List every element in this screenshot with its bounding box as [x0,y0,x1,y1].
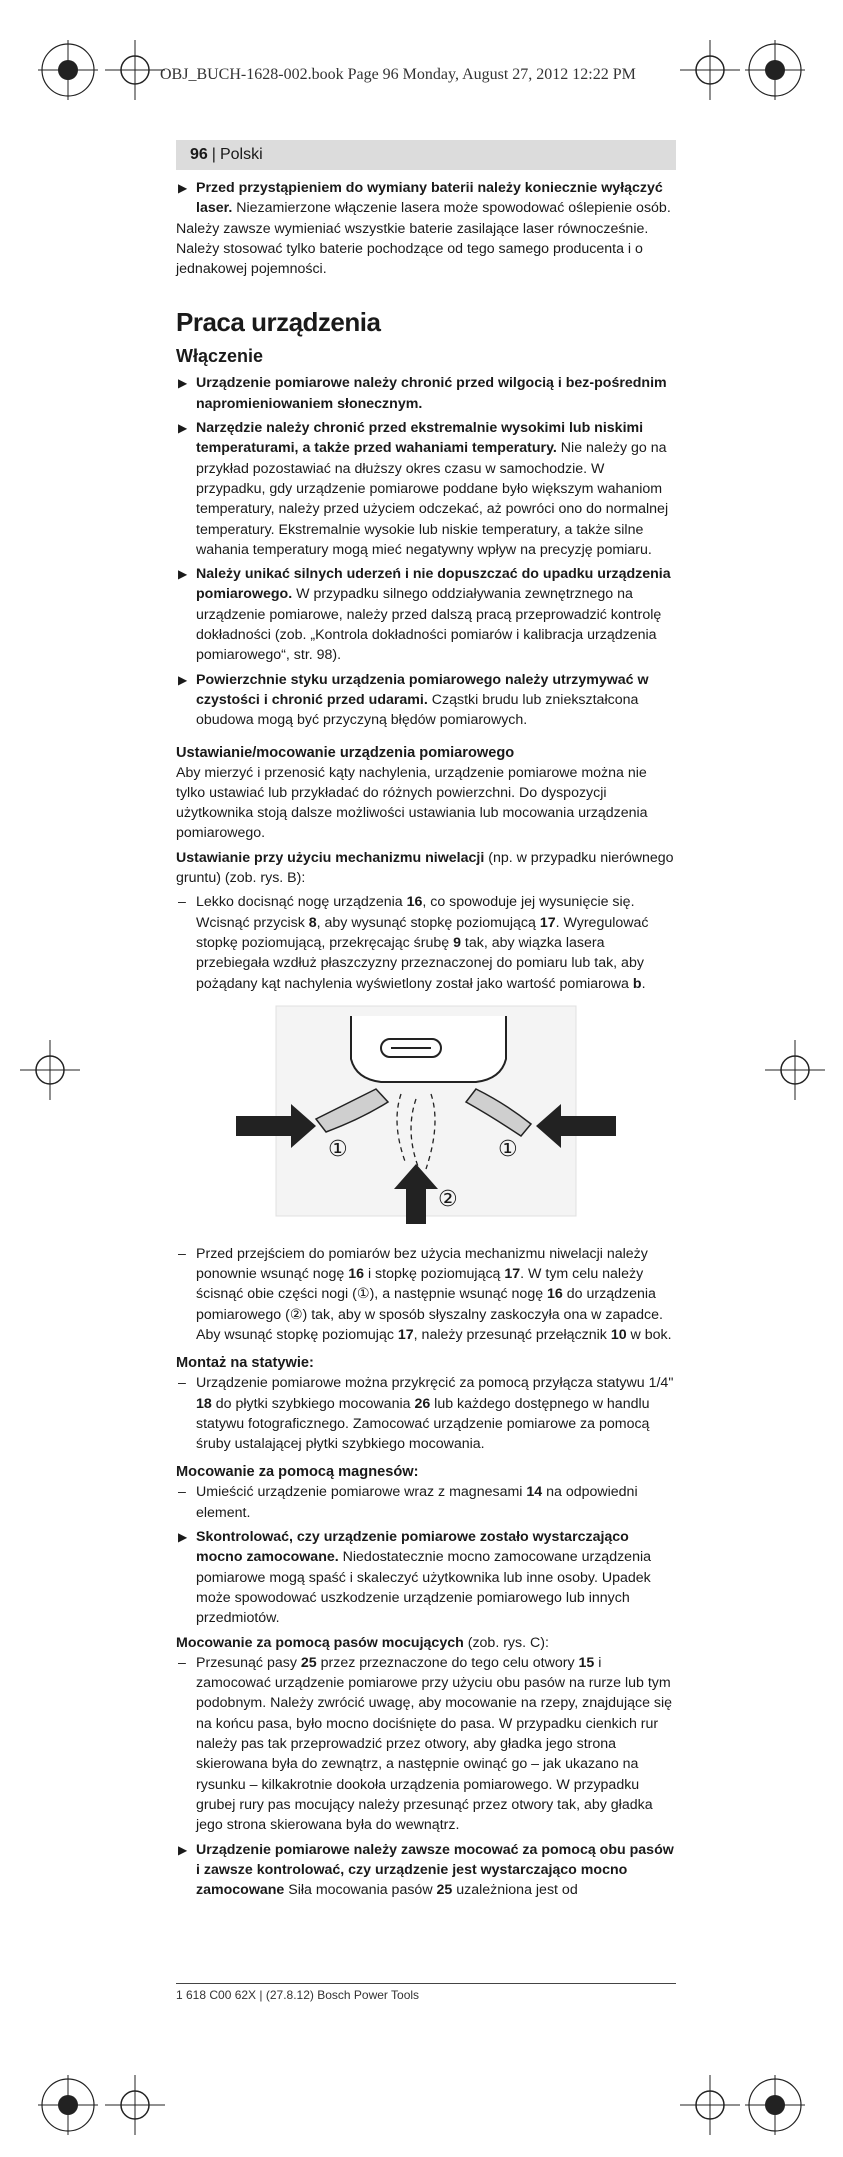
figure-label-1-left: ① [328,1135,348,1161]
leveling-intro: Ustawianie przy użyciu mechanizmu niwelacji (np. w przypadku nierównego gruntu) (zob. rys. B): [176,849,674,887]
manual-page [176,140,676,1900]
warning-bullet: ▶ Narzędzie należy chronić przed ekstremalnie wysokimi lub niskimi temperaturami, a także przed wahaniami temperatury. Nie należy go na przykład pozostawiać na dłuższy okres czasu w samochodzie. W przypadku, gdy urządzenie pomiarowe poddane było większym wahaniom temperatury, należy przed użyciem odczekać, aż powróci ono do normalnej temperatury. Ekstremalnie wysokie lub niskie temperatury, a także silne wahania temperatury mogą mieć negatywny wpływ na precyzję pomiaru. [178,420,669,558]
leveling-leg-illustration [176,1004,676,1234]
registration-mark-icon [105,2075,165,2135]
crop-header: OBJ_BUCH-1628-002.book Page 96 Monday, August 27, 2012 12:22 PM [160,66,636,83]
instruction-step: – Lekko docisnąć nogę urządzenia 16, co spowoduje jej wysunięcie się. Wcisnąć przycisk 8, aby wysunąć stopkę poziomującą 17. Wyregulować stopkę poziomującą, przekręcając śrubę 9 tak, aby wiązka lasera przebiegała wzdłuż płaszczyzny przeznaczonej do pomiaru lub tak, aby pożądany kąt nachylenia wyświetlony został jako wartość pomiarowa b. [178,894,649,992]
registration-mark-icon [765,1040,825,1100]
registration-mark-icon [680,40,740,100]
triangle-bullet-icon: ▶ [178,672,188,687]
warning-bullet: ▶ Skontrolować, czy urządzenie pomiarowe zostało wystarczająco mocno zamocowane. Niedostatecznie mocno zamocowane urządzenia pomiarowe mogą spaść i skaleczyć użytkownika lub inne osoby. Upadek może spowodować uszkodzenie urządzenie pomiarowego lub innych przedmiotów. [178,1529,652,1627]
registration-mark-icon [745,2075,805,2135]
straps-heading: Mocowanie za pomocą pasów mocujących (zob. rys. C): [176,1634,549,1651]
warning-bullet: ▶ Należy unikać silnych uderzeń i nie dopuszczać do upadku urządzenia pomiarowego. W przypadku silnego oddziaływania zewnętrznego na urządzenie pomiarowe, należy przed dalszą pracą przeprowadzić kontrolę dokładności (zob. „Kontrola dokładności pomiarów i kalibracja urządzenia pomiarowego“, str. 98). [178,566,671,664]
figure-label-2: ② [438,1185,458,1211]
battery-note: Należy zawsze wymieniać wszystkie baterie zasilające laser równocześnie. Należy stosować tylko baterie pochodzące od tego samego producenta i o jednakowej pojemności. [176,220,649,278]
page-bar-separator: | [211,146,216,163]
triangle-bullet-icon: ▶ [178,567,188,582]
triangle-bullet-icon: ▶ [178,1842,188,1857]
magnet-heading: Mocowanie za pomocą magnesów: [176,1464,419,1481]
registration-mark-icon [680,2075,740,2135]
warning-bullet: ▶ Urządzenie pomiarowe należy zawsze mocować za pomocą obu pasów i zawsze kontrolować, czy urządzenie jest wystarczająco mocno zamocowane Siła mocowania pasów 25 uzależniona jest od [178,1841,674,1899]
page-bar [176,140,676,170]
page-language: Polski [219,146,263,163]
warning-bullet: ▶ Przed przystąpieniem do wymiany baterii należy koniecznie wyłączyć laser. Niezamierzone włączenie lasera może spowodować oślepienie osób. [178,180,671,217]
instruction-step: – Umieścić urządzenie pomiarowe wraz z magnesami 14 na odpowiedni element. [178,1484,638,1521]
triangle-bullet-icon: ▶ [178,181,188,195]
triangle-bullet-icon: ▶ [178,421,188,436]
figure-label-1-right: ① [498,1135,518,1161]
registration-mark-icon [38,40,98,100]
setup-heading: Ustawianie/mocowanie urządzenia pomiarowego [176,744,515,761]
setup-paragraph: Aby mierzyć i przenosić kąty nachylenia, urządzenie pomiarowe można nie tylko ustawiać lub przykładać do różnych powierzchni. Do dyspozycji użytkownika stoją dalsze możliwości ustawiania lub mocowania urządzenia pomiarowego. [176,764,648,842]
page-footer: 1 618 C00 62X | (27.8.12) Bosch Power Tools [176,1983,676,2002]
section-title: Praca urządzenia [176,307,381,338]
subsection-title: Włączenie [176,346,264,367]
warning-bullet: ▶ Urządzenie pomiarowe należy chronić przed wilgocią i bez-pośrednim napromieniowaniem słonecznym. [178,375,667,412]
page-number: 96 [190,146,208,163]
triangle-bullet-icon: ▶ [178,1530,188,1545]
registration-mark-icon [105,40,165,100]
instruction-step: – Przed przejściem do pomiarów bez użycia mechanizmu niwelacji należy ponownie wsunąć nogę 16 i stopkę poziomującą 17. W tym celu należy ścisnąć obie części nogi (①), a następnie wsunąć nogę 16 do urządzenia pomiarowego (②) tak, aby w sposób słyszalny zaskoczyła ona w zapadce. Aby wsunąć stopkę poziomując 17, należy przesunąć przełącznik 10 w bok. [178,1245,672,1343]
warning-bullet: ▶ Powierzchnie styku urządzenia pomiarowego należy utrzymywać w czystości i chronić przed udarami. Cząstki brudu lub zniekształcona obudowa mogą być przyczyną błędów pomiarowych. [178,671,649,729]
triangle-bullet-icon: ▶ [178,376,188,391]
tripod-heading: Montaż na statywie: [176,1355,314,1372]
instruction-step: – Urządzenie pomiarowe można przykręcić za pomocą przyłącza statywu 1/4" 18 do płytki szybkiego mocowania 26 lub każdego dostępnego w handlu statywu fotograficznego. Zamocować urządzenie pomiarowe za pomocą śruby ustalającej płytki szybkiego mocowania. [178,1375,674,1453]
registration-mark-icon [20,1040,80,1100]
registration-mark-icon [38,2075,98,2135]
registration-mark-icon [745,40,805,100]
figure-leveling-leg [176,1004,676,1234]
instruction-step: – Przesunąć pasy 25 przez przeznaczone do tego celu otwory 15 i zamocować urządzenie pomiarowe przy użyciu obu pasów na rurze lub tym podobnym. Należy zwrócić uwagę, aby mocowanie na rzepy, znajdujące się na końcu pasa, było mocno dociśnięte do pasa. W przypadku cienkich rur należy pas tak przeprowadzić przez otwory, aby gładka jego strona skierowana była do zewnątrz, a następnie owinąć go – jak ukazano na rysunku – kilkakrotnie dookoła urządzenia pomiarowego. W przypadku grubej rury pas mocujący należy przesunąć przez otwory tak, aby gładka jego strona skierowana była do wewnątrz. [178,1654,673,1834]
